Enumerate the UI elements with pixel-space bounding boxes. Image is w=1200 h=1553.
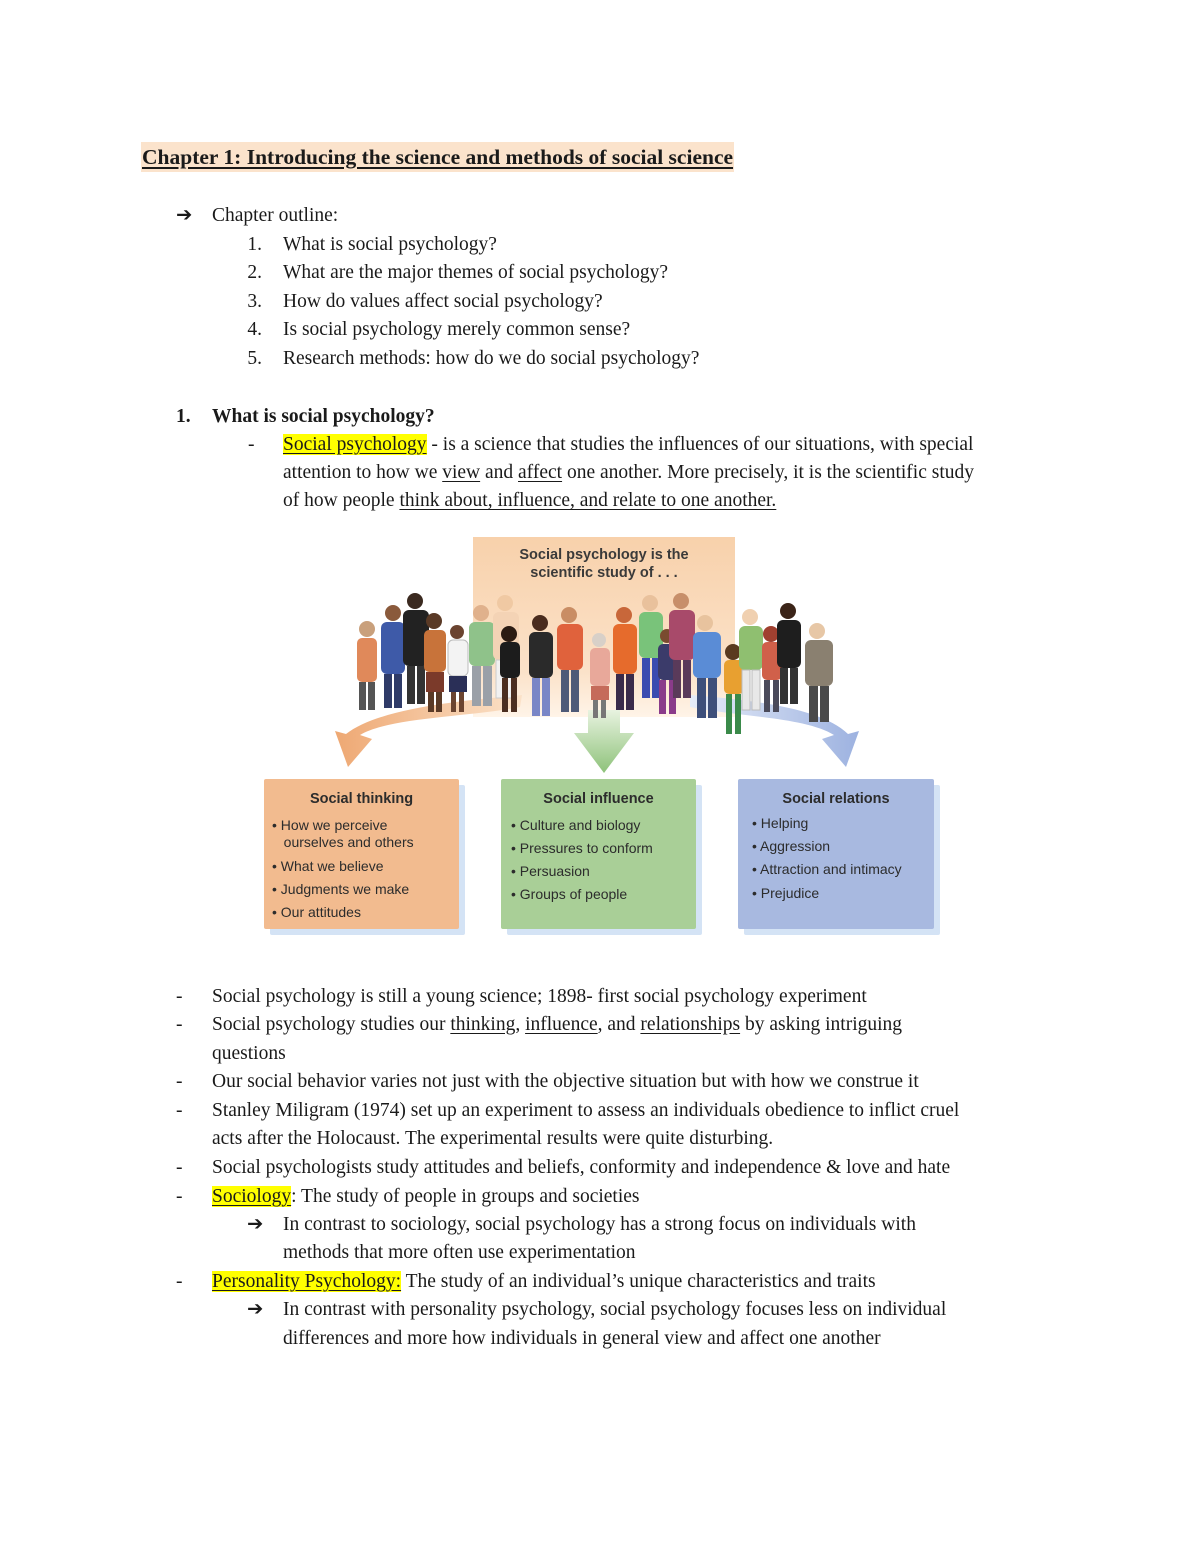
sub-bullet-item: In contrast to sociology, social psychology has a strong focus on individuals with <box>283 1214 916 1235</box>
arrow-bullet-icon: ➔ <box>247 1299 264 1320</box>
box-social-relations <box>738 779 934 929</box>
box-title: Social thinking <box>309 791 414 807</box>
box-item: • Culture and biology <box>511 817 641 833</box>
box-item: • How we perceive <box>272 817 388 833</box>
box-item: • Aggression <box>752 838 831 854</box>
sub-bullet-item: In contrast with personality psychology, social psychology focuses less on individual <box>283 1299 947 1320</box>
box-item: ourselves and others <box>272 834 414 850</box>
section-heading: 1. What is social psychology? <box>176 406 435 427</box>
down-arrow-icon <box>574 710 634 773</box>
dash-bullet: - <box>176 1071 183 1092</box>
box-item: • Attraction and intimacy <box>752 861 902 877</box>
highlighted-term: Sociology <box>212 1186 292 1207</box>
box-title: Social relations <box>782 791 890 807</box>
box-item: • Judgments we make <box>272 881 410 897</box>
bullet-item: Our social behavior varies not just with the objective situation but with how we construe it <box>212 1071 919 1092</box>
box-item: • What we believe <box>272 858 384 874</box>
chapter-title: Chapter 1: Introducing the science and methods of social science <box>141 142 734 172</box>
bullet-item: Personality Psychology: The study of an individual’s unique characteristics and traits <box>212 1271 876 1292</box>
figure-social-psychology <box>260 535 950 945</box>
sub-bullet-item-continued: methods that more often use experimentation <box>283 1242 636 1263</box>
dash-bullet: - <box>176 1014 183 1035</box>
bullet-item: Social psychology studies our thinking, influence, and relationships by asking intriguing <box>212 1014 903 1035</box>
outline-label-line <box>176 202 338 230</box>
bullet-item-continued: acts after the Holocaust. The experimental results were quite disturbing. <box>212 1128 774 1149</box>
dash-bullet: - <box>176 1100 183 1121</box>
arrow-bullet-icon: ➔ <box>176 205 193 226</box>
box-item: • Helping <box>752 815 809 831</box>
sub-bullet-item-continued: differences and more how individuals in general view and affect one another <box>283 1328 881 1349</box>
bullet-item: Sociology: The study of people in groups and societies <box>212 1186 640 1207</box>
dash-bullet: - <box>248 434 255 455</box>
definition-line-3: of how people think about, influence, and relate to one another. <box>283 490 777 511</box>
highlighted-term: Social psychology <box>283 434 427 455</box>
dash-bullet: - <box>176 986 183 1007</box>
box-social-thinking <box>264 779 459 929</box>
box-item: • Pressures to conform <box>511 840 653 856</box>
box-item: • Groups of people <box>511 886 628 902</box>
dash-bullet: - <box>176 1186 183 1207</box>
definition-line-1: Social psychology - is a science that studies the influences of our situations, with special <box>283 434 974 455</box>
bullet-item: Social psychologists study attitudes and beliefs, conformity and independence & love and hate <box>212 1157 951 1178</box>
bullet-item: Social psychology is still a young science; 1898- first social psychology experiment <box>212 986 867 1007</box>
outline-label: Chapter outline: <box>212 205 339 226</box>
box-social-influence <box>501 779 696 929</box>
box-title: Social influence <box>543 791 654 807</box>
arrow-bullet-icon: ➔ <box>247 1214 264 1235</box>
box-item: • Our attitudes <box>272 904 361 920</box>
box-item: • Prejudice <box>752 885 820 901</box>
bullet-item-continued: questions <box>212 1043 286 1064</box>
box-item: • Persuasion <box>511 863 590 879</box>
highlighted-term: Personality Psychology: <box>212 1271 402 1292</box>
hero-caption: Social psychology is the scientific study of . . . <box>519 547 689 581</box>
bullet-item: Stanley Miligram (1974) set up an experiment to assess an individuals obedience to inflict cruel <box>212 1100 960 1121</box>
dash-bullet: - <box>176 1271 183 1292</box>
dash-bullet: - <box>176 1157 183 1178</box>
definition-line-2: attention to how we view and affect one another. More precisely, it is the scientific study <box>283 462 974 483</box>
